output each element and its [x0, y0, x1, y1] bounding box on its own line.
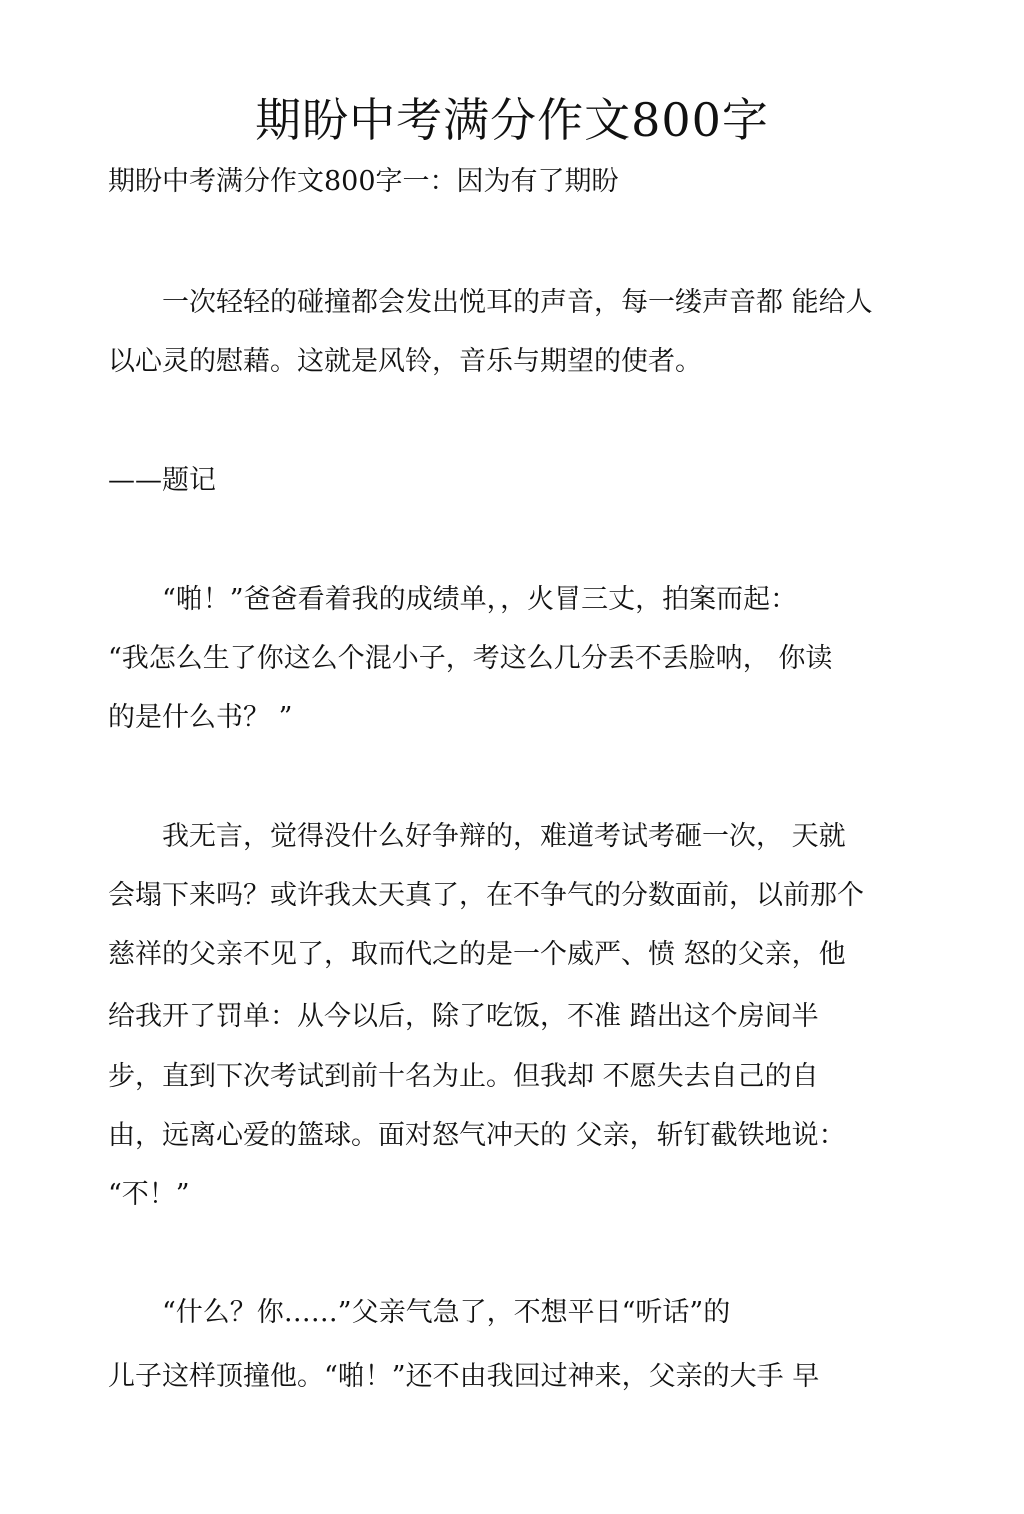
document-title: 期盼中考满分作文800字: [255, 93, 769, 147]
paragraph-line: 我无言，觉得没什么好争辩的，难道考试考砸一次， 天就: [108, 821, 846, 852]
paragraph-line: “啪！”爸爸看着我的成绩单，，火冒三丈，拍案而起：: [108, 584, 798, 615]
paragraph-line: 会塌下来吗？或许我太天真了，在不争气的分数面前，以前那个: [108, 880, 864, 911]
paragraph-line: 慈祥的父亲不见了，取而代之的是一个威严、愤 怒的父亲，他: [108, 939, 846, 970]
paragraph-line: 步，直到下次考试到前十名为止。但我却 不愿失去自己的自: [108, 1061, 819, 1092]
paragraph-line: 的是什么书？ ”: [108, 702, 293, 733]
paragraph-line: “什么？你……”父亲气急了，不想平日“听话”的: [108, 1297, 731, 1328]
paragraph-line: 以心灵的慰藉。这就是风铃，音乐与期望的使者。: [108, 346, 702, 377]
document-subtitle: 期盼中考满分作文800字一：因为有了期盼: [108, 166, 619, 197]
paragraph-line: 一次轻轻的碰撞都会发出悦耳的声音，每一缕声音都 能给人: [108, 287, 873, 318]
paragraph-line: 由，远离心爱的篮球。面对怒气冲天的 父亲，斩钉截铁地说：: [108, 1120, 846, 1151]
paragraph-line: “我怎么生了你这么个混小子，考这么几分丢不丢脸呐， 你读: [108, 643, 833, 674]
paragraph-line: “不！”: [108, 1179, 190, 1210]
paragraph-line: 儿子这样顶撞他。“啪！”还不由我回过神来，父亲的大手 早: [108, 1361, 820, 1392]
paragraph-line: ——题记: [108, 465, 216, 496]
paragraph-line: 给我开了罚单：从今以后，除了吃饭，不准 踏出这个房间半: [108, 1001, 819, 1032]
